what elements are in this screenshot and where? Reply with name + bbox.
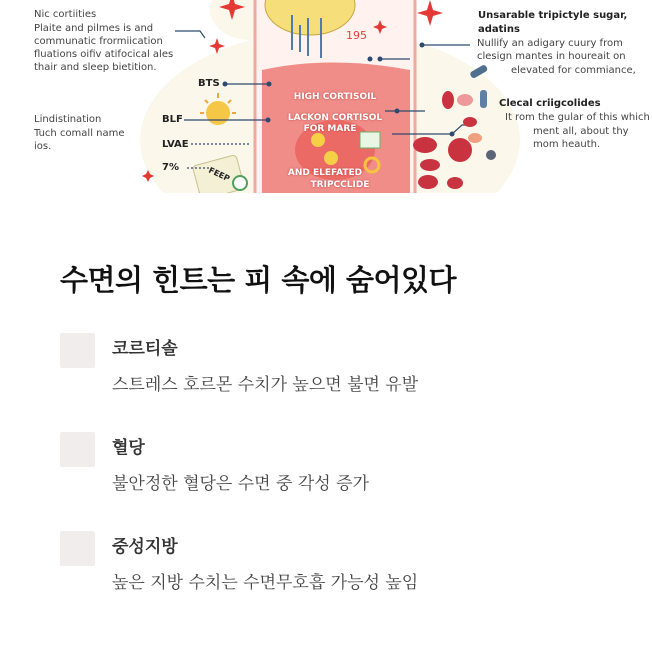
marker-7pct: 7% [162, 162, 179, 173]
item-heading: 중성지방 [112, 537, 178, 557]
item-description: 높은 지방 수치는 수면무호흡 가능성 높임 [112, 573, 419, 593]
marker-lvae: LVAE [162, 139, 189, 150]
tube-label-2: LACKON CORTISOL [287, 113, 383, 123]
item-description: 스트레스 호르몬 수치가 높으면 불면 유발 [112, 375, 419, 395]
item-heading: 코르티솔 [112, 339, 178, 359]
left-text2-3: ios. [34, 141, 52, 152]
left-text-4: thair and sleep bietition. [34, 62, 157, 73]
right-text-2: clesign mantes in houreait on [477, 51, 626, 62]
item-heading: 혈당 [112, 438, 145, 458]
tube-label-5: TRIPCCLIDE [310, 180, 370, 190]
right-heading2: Clecal criigcolides [499, 98, 601, 109]
left-text-1: Plaite and pilmes is and [34, 23, 154, 34]
marker-bts: BTS [198, 78, 220, 89]
right-text2-2: ment all, about thy [533, 126, 629, 137]
marker-blf: BLF [162, 114, 183, 125]
left-heading: Nic cortiities [34, 9, 97, 20]
item-icon-placeholder [60, 432, 95, 467]
right-heading-2: adatins [478, 24, 520, 35]
item-icon-placeholder [60, 531, 95, 566]
right-text-1: Nullify an adigary cuury from [477, 38, 623, 49]
tube-label-4: AND ELEFATED [287, 168, 363, 178]
right-heading-1: Unsarable tripictyle sugar, [478, 10, 628, 21]
value-195: 195 [346, 29, 367, 42]
item-icon-placeholder [60, 333, 95, 368]
infographic-illustration [0, 0, 652, 193]
right-text2-1: It rom the gular of this which [505, 112, 650, 123]
left-text-2: communatic frormiication [34, 36, 163, 47]
item-description: 불안정한 혈당은 수면 중 각성 증가 [112, 474, 369, 494]
tube-label-1: HIGH CORTISOIL [293, 92, 377, 102]
left-text2-2: Tuch comall name [34, 128, 125, 139]
tube-label-3: FOR MARE [303, 124, 357, 134]
left-text2-1: Lindistination [34, 114, 102, 125]
right-text2-3: mom heauth. [533, 139, 601, 150]
feep-label: FEEP [207, 165, 232, 184]
right-text-3: elevated for commiance, [511, 65, 636, 76]
page-title: 수면의 힌트는 피 속에 숨어있다 [60, 263, 457, 297]
left-text-3: fluations oifiv atifocical ales [34, 49, 174, 60]
